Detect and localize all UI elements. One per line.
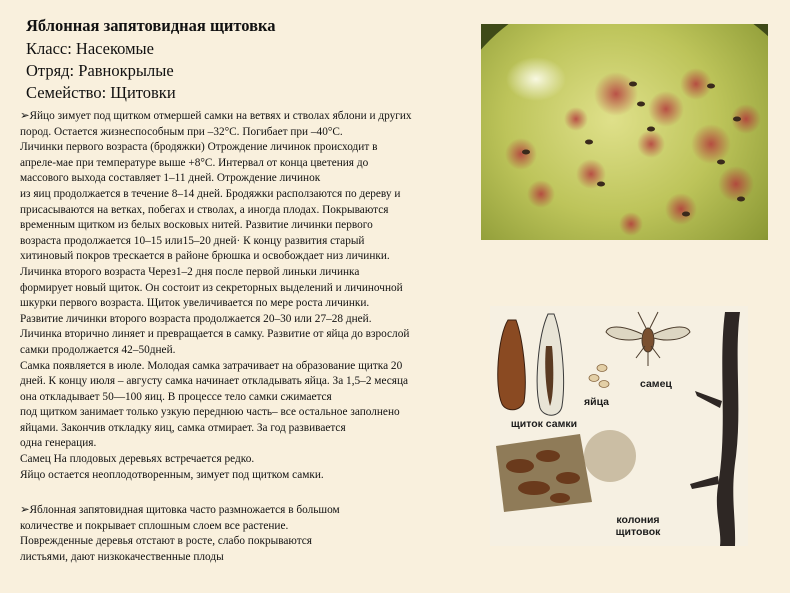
text-line: временным щитком из белых восковых нитей. Развитие личинки первого xyxy=(20,219,373,232)
text-line: апреле-мае при температуре выше +8°С. Интервал от конца цветения до xyxy=(20,156,369,169)
text-line: Яйцо остается неоплодотворенным, зимует под щитком самки. xyxy=(20,468,324,481)
text-line: ➢Яблонная запятовидная щитовка часто размножается в большом xyxy=(20,504,340,516)
slide-title: Яблонная запятовидная щитовка xyxy=(26,16,276,35)
description-block-1 xyxy=(20,109,480,483)
label-eggs: яйца xyxy=(584,396,610,408)
description-block-2 xyxy=(20,503,480,565)
text-line: Поврежденные деревья отстают в росте, слабо покрываются xyxy=(20,535,312,548)
text-line: шкурки первого возраста. Щиток увеличивается по мере роста личинки. xyxy=(20,297,370,310)
apple-photo xyxy=(481,24,768,240)
class-line: Класс: Насекомые xyxy=(26,39,154,58)
text-line: возраста продолжается 10–15 или15–20 дней· К концу развития старый xyxy=(20,234,365,247)
label-colony: колония щитовок xyxy=(615,514,661,538)
text-line: массового выхода составляет 1–11 дней. Отрождение личинок xyxy=(20,172,321,185)
text-line: одна генерация. xyxy=(20,437,97,450)
label-male: самец xyxy=(640,378,672,390)
text-line: листьями, дают низкокачественные плоды xyxy=(20,550,224,563)
text-line: пород. Остается жизнеспособным при –32°С. Погибает при –40°С. xyxy=(20,125,343,138)
text-line: Личинка вторично линяет и превращается в самку. Развитие от яйца до взрослой xyxy=(20,328,410,341)
text-line: Личинка второго возраста Через1–2 дня после первой линьки личинка xyxy=(20,265,360,278)
text-line: самки продолжается 42–50дней. xyxy=(20,343,176,356)
text-line: хитиновый покров трескается в районе брюшка и освобождает низ личинки. xyxy=(20,250,390,263)
order-line: Отряд: Равнокрылые xyxy=(26,61,174,80)
text-line: количестве и покрывает сплошным слоем все растение. xyxy=(20,519,289,532)
text-line: Развитие личинки второго возраста продолжается 20–30 или 27–28 дней. xyxy=(20,312,372,325)
life-stages-illustration xyxy=(490,306,748,546)
text-line: Личинки первого возраста (бродяжки) Отрождение личинок происходит в xyxy=(20,141,378,154)
text-line: Самка появляется в июле. Молодая самка затрачивает на образование щитка 20 xyxy=(20,359,403,372)
text-line: ➢Яйцо зимует под щитком отмершей самки на ветвях и стволах яблони и других xyxy=(20,110,412,122)
text-line: дней. К концу июля – августу самка начинает откладывать яйца. За 1,5–2 месяца xyxy=(20,375,409,388)
text-line: из яиц продолжается в течение 8–14 дней. Бродяжки расползаются по дереву и xyxy=(20,187,401,200)
text-line: формирует новый щиток. Он состоит из секреторных выделений и личиночной xyxy=(20,281,403,294)
text-line: присасываются на ветках, побегах и стволах, а иногда плодах. Покрываются xyxy=(20,203,389,216)
apple-image xyxy=(481,24,768,240)
text-line: она откладывает 50—100 яиц. В процессе тело самки сжимается xyxy=(20,390,332,403)
text-line: яйцами. Закончив откладку яиц, самка отмирает. За год развивается xyxy=(20,421,346,434)
text-line: под щитком занимает только узкую переднюю часть– все остальное заполнено xyxy=(20,406,400,419)
text-line: Самец На плодовых деревьях встречается редко. xyxy=(20,453,255,466)
label-female-scale: щиток самки xyxy=(510,418,578,430)
family-line: Семейство: Щитовки xyxy=(26,83,176,102)
